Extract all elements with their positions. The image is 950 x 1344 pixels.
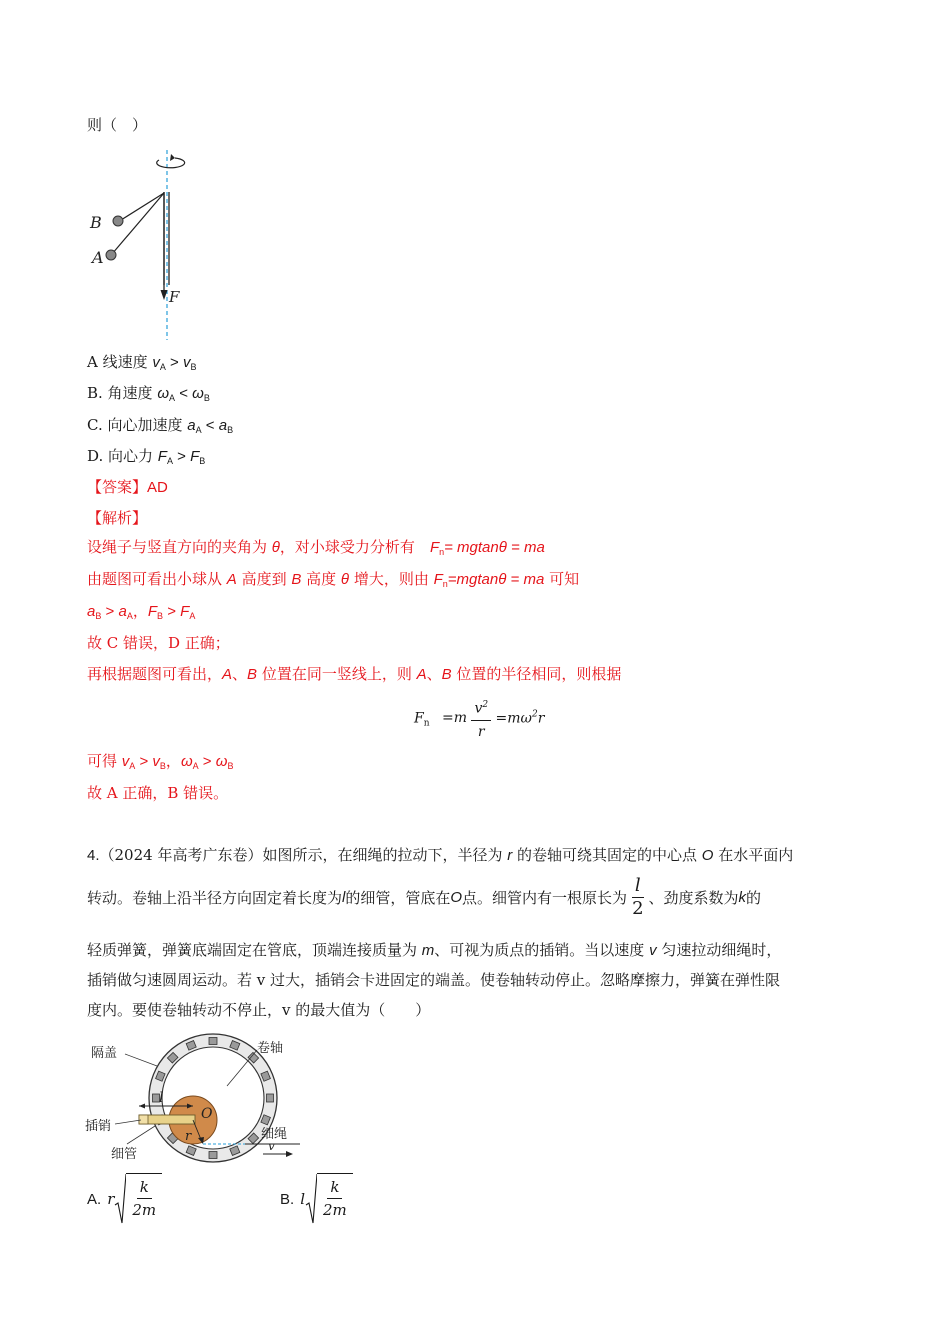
option-d-var2: F [190, 448, 200, 465]
label-f: F [169, 288, 180, 306]
option-a-sub2: B [190, 362, 197, 372]
force-formula: =mgtanθ = ma [447, 571, 545, 588]
q4-option-a [87, 1173, 162, 1225]
option-c-prefix: C. 向心加速度 [87, 416, 188, 434]
option-coef: l [300, 1190, 305, 1208]
point-label: B [441, 666, 452, 683]
var-k: k [738, 888, 747, 906]
label-xisheng: 细绳 [261, 1127, 288, 1142]
option-a-op: > [165, 354, 183, 371]
option-label: A. [87, 1190, 102, 1208]
separator: ， [132, 602, 148, 620]
analysis-text: 再根据题图可看出， [87, 665, 223, 683]
force-symbol: F [429, 539, 440, 556]
eq-equals-m: =m [441, 710, 467, 727]
var-o: O [701, 847, 714, 864]
analysis-text: 可知 [544, 570, 580, 588]
option-a-var2: v [183, 354, 191, 371]
option-b-op: < [175, 385, 193, 402]
label-xiguan: 细管 [111, 1147, 138, 1162]
label-o: O [201, 1106, 213, 1122]
label-chaxiao: 插销 [85, 1119, 112, 1134]
label-gegai: 隔盖 [91, 1046, 118, 1061]
eq-denominator: r [477, 723, 485, 740]
half-l-fraction [629, 875, 646, 920]
option-b [87, 383, 210, 408]
option-c-sub2: B [227, 425, 234, 435]
label-b: B [90, 213, 102, 232]
sub-a: A [192, 761, 199, 771]
spool-diagram [85, 1032, 315, 1167]
latch-pin [139, 1115, 148, 1124]
answer-value: AD [147, 479, 168, 496]
option-d-var1: F [157, 448, 167, 465]
question-text: 的细管，管底在 [345, 888, 451, 907]
gt-op: > [101, 603, 119, 620]
question-4-line-5: 度内。要使卷轴转动不停止，v 的最大值为（ ） [87, 1001, 431, 1019]
answer-label: 【答案】 [87, 478, 148, 496]
eq-radius: r [537, 710, 545, 727]
gt-op: > [135, 753, 153, 770]
analysis-line-6 [87, 751, 233, 776]
analysis-text: 设绳子与竖直方向的夹角为 [87, 538, 272, 556]
sub-b: B [227, 761, 234, 771]
separator: ， [165, 752, 181, 770]
question-4-line-4: 插销做匀速圆周运动。若 v 过大，插销会卡进固定的端盖。使卷轴转动停止。忽略摩擦力，弹簧在弹性限 [87, 971, 781, 989]
option-a-var1: v [152, 354, 160, 371]
analysis-line-7: 故 A 正确，B 错误。 [87, 784, 229, 802]
gt-op: > [198, 753, 216, 770]
sub-b: B [159, 761, 166, 771]
question-4-line-1 [87, 845, 793, 866]
question-text: 、可视为质点的插销。当以速度 [434, 941, 650, 959]
answer-line [87, 477, 168, 498]
option-coef: r [107, 1190, 115, 1208]
question-text: 点。细管内有一根原长为 [462, 888, 628, 907]
option-a-sub1: A [159, 362, 166, 372]
option-b-var2: ω [192, 385, 204, 402]
force-subscript: n [439, 547, 445, 557]
eq-numerator: v [474, 700, 483, 717]
option-d [87, 446, 205, 471]
question-text: 轻质弹簧，弹簧底端固定在管底，顶端连接质量为 [87, 941, 422, 959]
sqrt-sign-icon [114, 1173, 126, 1225]
var-o: O [450, 888, 463, 906]
centripetal-force-equation [414, 694, 544, 743]
point-label: A [226, 571, 237, 588]
option-b-sub1: A [169, 393, 176, 403]
point-label: B [247, 666, 258, 683]
option-c-sub1: A [195, 425, 202, 435]
sub-a: A [126, 611, 133, 621]
analysis-text: 可得 [87, 752, 122, 770]
sub-a: A [189, 611, 196, 621]
q4-option-b [280, 1173, 353, 1225]
question-text: 的卷轴可绕其固定的中心点 [512, 846, 702, 864]
option-label: B. [280, 1190, 295, 1208]
cover-tooth [267, 1094, 274, 1102]
sqrt-expression [305, 1173, 353, 1225]
eq-omega-sup: 2 [531, 709, 538, 720]
theta-symbol: θ [340, 571, 350, 588]
option-c-op: < [201, 417, 219, 434]
option-d-sub2: B [199, 456, 206, 466]
question-4-line-2 [87, 875, 761, 920]
question-text: 的 [746, 888, 762, 907]
sub-a: A [129, 761, 136, 771]
question-number: 4. [87, 847, 100, 864]
analysis-text: 高度到 [236, 570, 292, 588]
cover-tooth [209, 1038, 217, 1045]
option-c-var1: a [187, 417, 196, 434]
analysis-line-2 [87, 569, 579, 594]
var-l: l [342, 888, 346, 906]
option-b-var1: ω [157, 385, 170, 402]
analysis-line-4: 故 C 错误，D 正确； [87, 634, 230, 652]
eq-fraction [471, 694, 491, 743]
analysis-text: 增大，则由 [349, 570, 434, 588]
force-symbol: F [180, 603, 190, 620]
analysis-text: 位置的半径相同，则根据 [451, 665, 622, 683]
analysis-text: ，对小球受力分析有 [279, 538, 430, 556]
velocity-symbol: v [152, 753, 160, 770]
sqrt-denominator: 2m [323, 1201, 347, 1219]
analysis-line-1 [87, 537, 545, 562]
leader-xiguan [127, 1126, 155, 1144]
option-a-prefix: A 线速度 [87, 353, 153, 371]
analysis-text: 、 [232, 665, 248, 683]
var-v: v [649, 942, 657, 959]
question-3-stem-tail: 则（ ） [87, 116, 148, 134]
sqrt-expression [114, 1173, 162, 1225]
ball-a [106, 250, 116, 260]
accel-symbol: a [118, 603, 127, 620]
label-l: l [159, 1090, 164, 1106]
label-r: r [185, 1129, 192, 1144]
sub-b: B [95, 611, 102, 621]
question-text: 、劲度系数为 [648, 888, 739, 907]
option-d-op: > [172, 448, 191, 465]
question-text: 匀速拉动细绳时， [656, 941, 782, 959]
sub-b: B [157, 611, 164, 621]
option-d-prefix: D. 向心力 [87, 447, 158, 465]
var-r: r [507, 847, 513, 864]
omega-symbol: ω [215, 753, 228, 770]
force-formula: = mgtanθ = ma [444, 539, 545, 556]
var-m: m [421, 942, 435, 959]
accel-symbol: a [87, 603, 96, 620]
option-c-var2: a [218, 417, 228, 434]
option-b-sub2: B [203, 393, 210, 403]
force-symbol: F [147, 603, 158, 620]
question-4-line-3 [87, 940, 781, 961]
label-juanzhou: 卷轴 [257, 1041, 284, 1056]
velocity-symbol: v [121, 753, 130, 770]
eq-equals-momega: =mω [495, 710, 532, 727]
leader-gegai [125, 1054, 157, 1066]
point-label: A [222, 666, 233, 683]
gt-op: > [163, 603, 181, 620]
sqrt-denominator: 2m [132, 1201, 157, 1219]
analysis-text: 由题图可看出小球从 [87, 570, 227, 588]
force-symbol: F [433, 571, 443, 588]
frac-denominator: 2 [632, 898, 644, 919]
leader-chaxiao [115, 1120, 141, 1124]
analysis-line-5 [87, 664, 621, 685]
sqrt-sign-icon [305, 1173, 317, 1225]
point-label: B [291, 571, 302, 588]
string-b [121, 193, 164, 220]
rotating-pendulum-figure [85, 150, 195, 340]
analysis-label: 【解析】 [87, 509, 148, 527]
ball-b [113, 216, 123, 226]
question-text: 在水平面内 [713, 846, 794, 864]
question-text: 转动。卷轴上沿半径方向固定着长度为 [87, 888, 343, 907]
option-b-prefix: B. 角速度 [87, 384, 158, 402]
label-v: v [268, 1139, 275, 1153]
option-a [87, 352, 197, 377]
option-c [87, 415, 233, 440]
sqrt-numerator: k [137, 1176, 152, 1199]
theta-symbol: θ [271, 539, 280, 556]
analysis-text: 高度 [301, 570, 341, 588]
force-subscript: n [442, 579, 448, 589]
sqrt-numerator: k [327, 1176, 342, 1199]
omega-symbol: ω [180, 753, 193, 770]
question-text: （2024 年高考广东卷）如图所示，在细绳的拉动下，半径为 [99, 846, 508, 864]
frac-numerator: l [632, 875, 644, 898]
analysis-text: 、 [426, 665, 442, 683]
eq-force: F [414, 710, 424, 727]
analysis-line-3 [87, 601, 195, 626]
option-d-sub1: A [166, 456, 173, 466]
analysis-text: 位置在同一竖线上，则 [257, 665, 417, 683]
label-a: A [92, 248, 104, 267]
eq-numerator-sup: 2 [482, 700, 489, 710]
cover-tooth [209, 1152, 217, 1159]
point-label: A [416, 666, 427, 683]
eq-force-sub: n [423, 718, 430, 729]
